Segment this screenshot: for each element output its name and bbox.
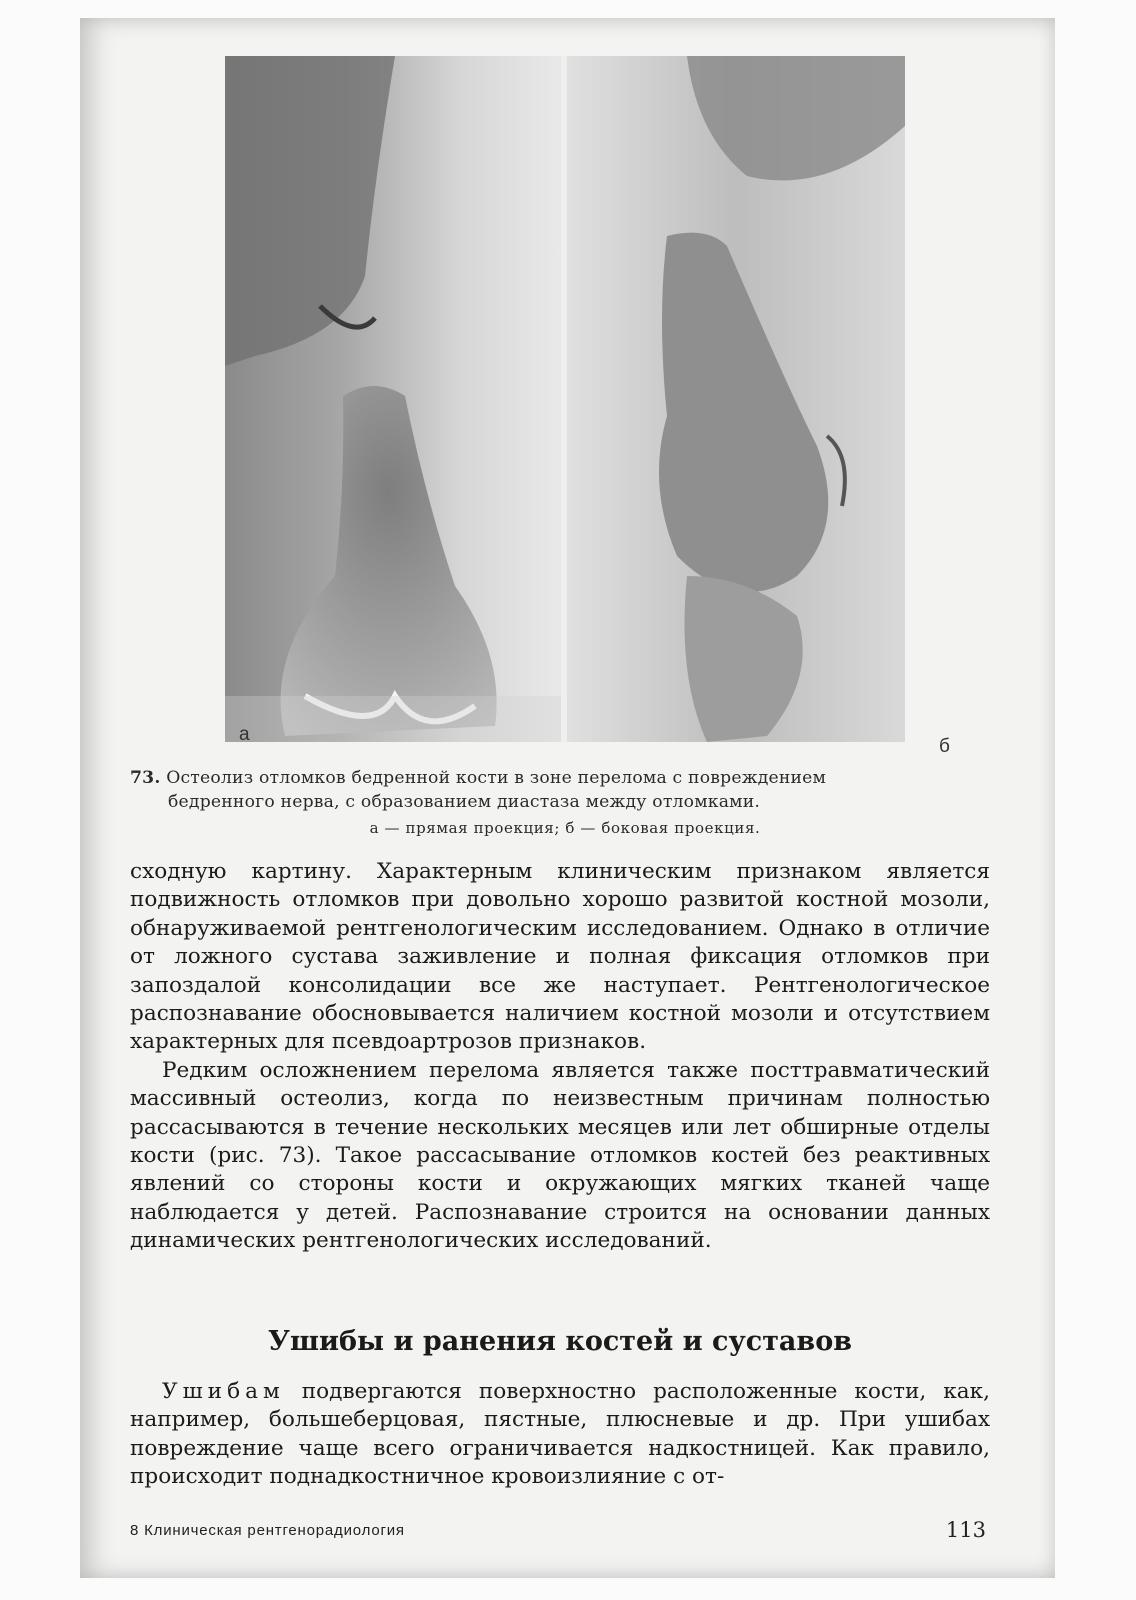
figure-caption	[130, 766, 1000, 840]
paragraph-1: сходную картину. Характерным клиническим признаком является подвижность отломков при довольно хорошо развитой костной мозоли, обнаруживаемой рентгенологическим исследованием. Однако в отличие от ложного сустава заживление и полная фиксация отломков при запоздалой консолидации все же наступает. Рентгенологическое распознавание обосновывается наличием костной мозоли и отсутствием характерных для псевдоартрозов признаков.	[130, 859, 990, 1055]
xray-panel-a	[225, 56, 561, 745]
running-footer-title: 8 Клиническая рентгенорадиология	[130, 1522, 405, 1539]
caption-number: 73.	[130, 768, 161, 788]
xray-panel-b	[567, 56, 950, 757]
figure-73	[225, 56, 950, 757]
page-number: 113	[945, 1518, 986, 1542]
section-text	[130, 1378, 990, 1492]
caption-line-2: бедренного нерва, с образованием диастаза между отломками.	[168, 792, 761, 812]
paragraph-3	[130, 1378, 990, 1492]
caption-line-1	[130, 766, 1000, 790]
paragraph-2: Редким осложнением перелома является также посттравматический массивный остеолиз, когда по неизвестным причинам полностью рассасываются в течение нескольких месяцев или лет обширные отделы кости (рис. 73). Такое рассасывание отломков костей без реактивных явлений со стороны кости и окружающих мягких тканей чаще наблюдается у детей. Распознавание строится на основании данных динамических рентгенологических исследований.	[130, 1057, 990, 1254]
caption-text-1: Остеолиз отломков бедренной кости в зоне перелома с повреждением	[166, 768, 827, 788]
body-text	[130, 858, 990, 1256]
page-footer	[130, 1518, 1000, 1548]
section-heading: Ушибы и ранения костей и суставов	[268, 1326, 852, 1357]
panel-label-b: б	[939, 736, 950, 757]
lead-word: Ушибам	[162, 1379, 285, 1404]
caption-legend: а — прямая проекция; б — боковая проекция.	[369, 819, 761, 837]
panel-label-a: а	[239, 724, 250, 745]
paragraph-3-text: подвергаются поверхностно расположенные кости, как, например, большеберцовая, пястные, плюсневые и др. При ушибах повреждение чаще всего ограничивается надкостницей. Как правило, происходит поднадкостничное кровоизлияние с от-	[130, 1379, 990, 1490]
